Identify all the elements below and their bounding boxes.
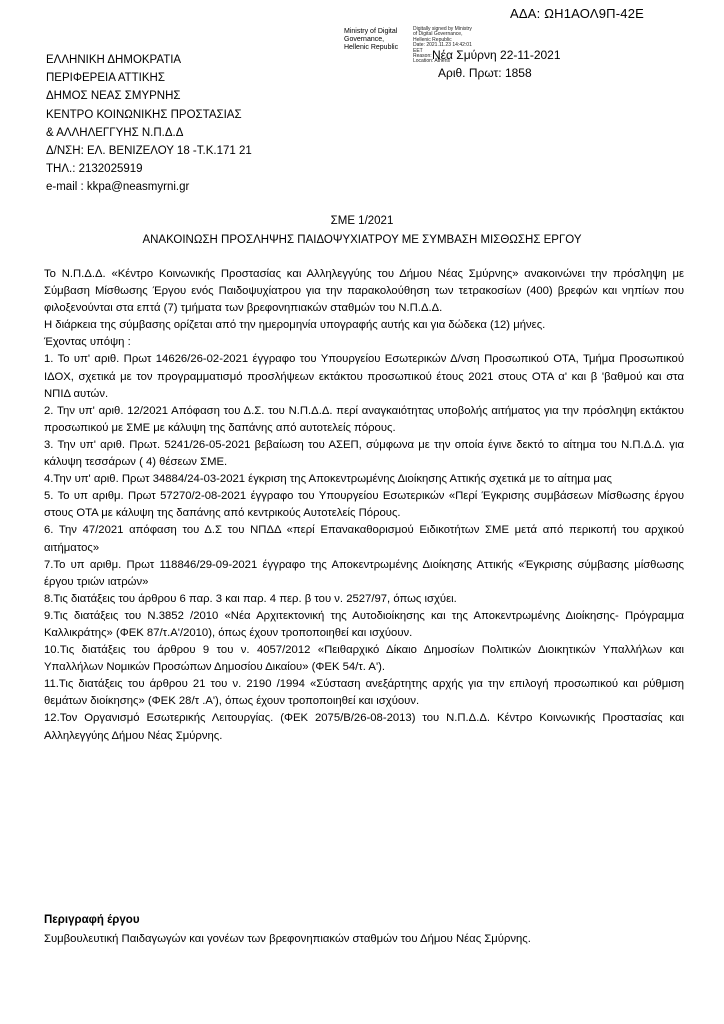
- legal-item-6: 6. Την 47/2021 απόφαση του Δ.Σ του ΝΠΔΔ «περί Επανακαθορισμού Ειδικοτήτων ΣΜΕ μετά από περικοπή του αρχικού αιτήματος»: [44, 524, 684, 554]
- sender-line: ΔΗΜΟΣ ΝΕΑΣ ΣΜΥΡΝΗΣ: [46, 90, 181, 103]
- legal-item-9: 9.Τις διατάξεις του Ν.3852 /2010 «Νέα Αρχιτεκτονική της Αυτοδιοίκησης και της Αποκεντρωμένης Διοίκησης- Πρόγραμμα Καλλικράτης» (ΦΕΚ 87/τ.Α'/2010), όπως έχουν τροποποιηθεί και ισχύουν.: [44, 609, 684, 639]
- legal-item-1: 1. Το υπ' αριθ. Πρωτ 14626/26-02-2021 έγγραφο του Υπουργείου Εσωτερικών Δ/νση Προσωπικού ΟΤΑ, Τμήμα Προσωπικού ΙΔΟΧ, σχετικά με τον προγραμματισμό προσλήψεων εκτάκτου προσωπικού έτους 2021 στους ΟΤΑ α' και β 'βαθμού και στα ΝΠΙΔ αυτών.: [44, 353, 684, 400]
- protocol-number: Αριθ. Πρωτ: 1858: [438, 66, 532, 80]
- sender-line: ΚΕΝΤΡΟ ΚΟΙΝΩΝΙΚΗΣ ΠΡΟΣΤΑΣΙΑΣ: [46, 108, 242, 121]
- job-description-heading: Περιγραφή έργου: [44, 914, 140, 926]
- legal-item-12: 12.Τον Οργανισμό Εσωτερικής Λειτουργίας. (ΦΕΚ 2075/Β/26-08-2013) του Ν.Π.Δ.Δ. Κέντρο Κοινωνικής Προστασίας και Αλληλεγγύης Δήμου Νέας Σμύρνης.: [44, 712, 684, 742]
- announcement-title: ΑΝΑΚΟΙΝΩΣΗ ΠΡΟΣΛΗΨΗΣ ΠΑΙΔΟΨΥΧΙΑΤΡΟΥ ΜΕ ΣΥΜΒΑΣΗ ΜΙΣΘΩΣΗΣ ΕΡΓΟΥ: [142, 234, 582, 246]
- ada-code: ΑΔΑ: ΩΗ1ΑΟΛ9Π-42Ε: [510, 6, 645, 21]
- sender-line: ΕΛΛΗΝΙΚΗ ΔΗΜΟΚΡΑΤΙΑ: [46, 54, 182, 66]
- legal-item-3: 3. Την υπ' αριθ. Πρωτ. 5241/26-05-2021 βεβαίωση του ΑΣΕΠ, σύμφωνα με την οποία έγινε δεκτό το αίτημα του Ν.Π.Δ.Δ. για κάλυψη τεσσάρων ( 4) θέσεων ΣΜΕ.: [44, 438, 684, 469]
- considering-label: Έχοντας υπόψη :: [44, 336, 131, 349]
- legal-item-5: 5. Το υπ αριθμ. Πρωτ 57270/2-08-2021 έγγραφο του Υπουργείου Εσωτερικών «Περί Έγκρισης συμβάσεων Μίσθωσης έργου στους ΟΤΑ με κάλυψη της δαπάνης από κεντρικούς Αυτοτελείς Πόρους.: [44, 490, 684, 520]
- document-body: [44, 266, 684, 745]
- legal-item-7: 7.Το υπ αριθμ. Πρωτ 118846/29-09-2021 έγγραφο της Αποκεντρωμένης Διοίκησης Αττικής «Έγκρισης σύμβασης μίσθωσης έργου τριών ιατρών»: [44, 558, 684, 588]
- digital-signature-details: Digitally signed by Ministry of Digital Governance, Hellenic Republic Date: 2021.11.23 14:42:01 EET Reason: Location: Athens: [413, 26, 472, 65]
- sender-line: Δ/ΝΣΗ: ΕΛ. ΒΕΝΙΖΕΛΟΥ 18 -Τ.Κ.171 21: [46, 145, 252, 158]
- duration-paragraph: Η διάρκεια της σύμβασης ορίζεται από την ημερομηνία υπογραφής αυτής και για δώδεκα (12) μήνες.: [44, 319, 546, 332]
- sender-block: [46, 51, 252, 197]
- legal-item-2: 2. Την υπ' αριθ. 12/2021 Απόφαση του Δ.Σ. του Ν.Π.Δ.Δ. περί αναγκαιότητας υποβολής αιτήματος για την πρόσληψη εκτάκτου προσωπικού με ΣΜΕ με κάλυψη της δαπάνης από αυτοτελείς πόρους.: [44, 404, 684, 434]
- legal-item-8: 8.Τις διατάξεις του άρθρου 6 παρ. 3 και παρ. 4 περ. β του ν. 2527/97, όπως ισχύει.: [44, 592, 457, 605]
- legal-item-11: 11.Τις διατάξεις του άρθρου 21 του ν. 2190 /1994 «Σύσταση ανεξάρτητης αρχής για την επιλογή προσωπικού και ρύθμιση θεμάτων διοίκησης» (ΦΕΚ 28/τ .Α'), όπως έχουν τροποποιηθεί και ισχύουν.: [44, 678, 684, 708]
- sender-email: e-mail : kkpa@neasmyrni.gr: [46, 181, 190, 194]
- announcement-code: ΣΜΕ 1/2021: [330, 215, 394, 227]
- sender-line: & ΑΛΛΗΛΕΓΓΥΗΣ Ν.Π.Δ.Δ: [46, 126, 184, 139]
- digital-signature-issuer: Ministry of Digital Governance, Hellenic Republic: [344, 28, 399, 51]
- job-description-text: Συμβουλευτική Παιδαγωγών και γονέων των βρεφονηπιακών σταθμών του Δήμου Νέας Σμύρνης.: [44, 933, 531, 945]
- sender-line: ΤΗΛ.: 2132025919: [46, 163, 143, 176]
- place-date: Νέα Σμύρνη 22-11-2021: [432, 48, 561, 62]
- intro-paragraph: Το Ν.Π.Δ.Δ. «Κέντρο Κοινωνικής Προστασίας και Αλληλεγγύης του Δήμου Νέας Σμύρνης» ανακοινώνει την πρόσληψη με Σύμβαση Μίσθωσης Έργου ενός Παιδοψυχίατρου για την παρακολούθηση των τετρακοσίων (400) βρεφών και νηπίων που φιλοξενούνται στα επτά (7) τμήματα των βρεφονηπιακών σταθμών του Ν.Π.Δ.Δ.: [44, 268, 684, 315]
- sender-line: ΠΕΡΙΦΕΡΕΙΑ ΑΤΤΙΚΗΣ: [46, 72, 165, 85]
- legal-item-10: 10.Τις διατάξεις του άρθρου 9 του ν. 4057/2012 «Πειθαρχικό Δίκαιο Δημοσίων Πολιτικών Διοικητικών Υπαλλήλων και Υπαλλήλων Νομικών Προσώπων Δημοσίου Δικαίου» (ΦΕΚ 54/τ. Α').: [44, 644, 684, 674]
- legal-item-4: 4.Την υπ' αριθ. Πρωτ 34884/24-03-2021 έγκριση της Αποκεντρωμένης Διοίκησης Αττικής σχετικά με το αίτημα μας: [44, 473, 612, 486]
